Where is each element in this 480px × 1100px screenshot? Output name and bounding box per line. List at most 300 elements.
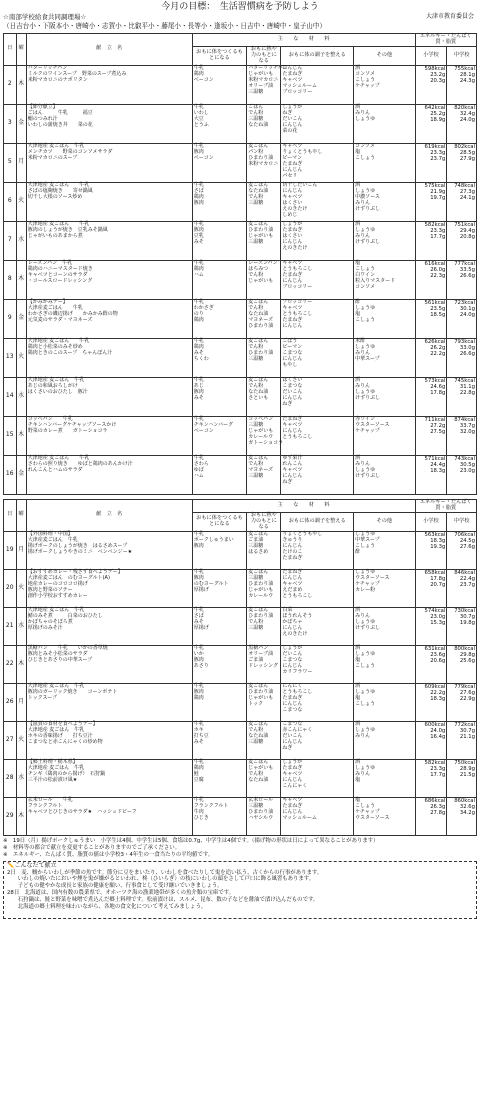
- red-ingredients-cell: [192, 299, 247, 338]
- ingredient: きゅうり: [282, 536, 303, 543]
- ingredient: こしょう: [355, 802, 376, 809]
- ingredient: 厚揚げ: [193, 624, 209, 631]
- red-ingredients-cell: [192, 65, 247, 104]
- weekday-cell: 水: [16, 377, 26, 416]
- ingredient: たまねぎ: [282, 568, 303, 575]
- ingredient: じゃがいも: [248, 764, 274, 771]
- menu-cell: [26, 299, 192, 338]
- ingredient: 三温糖: [248, 624, 264, 631]
- menu-cell: [26, 569, 192, 607]
- ingredient: しょうゆ: [355, 530, 376, 537]
- ingredient: ひまわり油: [248, 322, 274, 329]
- yellow-ingredients-cell: [247, 64, 288, 104]
- header-elementary: 小学校: [415, 46, 447, 65]
- ingredient: キャベツ: [282, 193, 303, 200]
- ingredient: でん粉: [248, 726, 264, 733]
- green-ingredients-cell: [281, 683, 354, 721]
- ingredient: りょくとうもやし: [282, 148, 323, 155]
- elementary-nutrition-cell: [415, 416, 447, 455]
- red-ingredients-cell: [192, 797, 247, 835]
- ingredient: ごはん: [248, 103, 264, 110]
- weekday-cell: 火: [16, 721, 26, 759]
- nutrition-value: 24.0g: [459, 312, 475, 319]
- yellow-ingredients-cell: [247, 531, 281, 569]
- green-ingredients-cell: [281, 182, 354, 221]
- junior-nutrition-cell: [447, 143, 477, 182]
- ingredient: 大豆: [193, 115, 204, 122]
- ingredient: 酒: [355, 181, 361, 188]
- yellow-ingredients-cell: [247, 104, 281, 143]
- ingredient: カレールウ: [248, 592, 274, 599]
- menu-item: じゃがいものあまから煮: [27, 232, 83, 239]
- weekday-cell: 火: [16, 569, 26, 607]
- header-nutrition: エネルギー・たんぱく質・脂質: [415, 499, 476, 512]
- ingredient: 鶏肉: [193, 694, 204, 701]
- ingredient: ホキ: [193, 726, 204, 733]
- ingredient: 麦ごはん: [248, 720, 269, 727]
- elementary-nutrition-cell: [415, 797, 447, 835]
- ingredient: 酒: [355, 103, 361, 110]
- menu-rows-part2: [4, 531, 477, 835]
- ingredient: にんじん: [282, 394, 303, 401]
- junior-nutrition-cell: [447, 645, 477, 683]
- nutrition-value: 24.0g: [430, 727, 446, 734]
- nutrition-value: 26.6g: [459, 351, 475, 358]
- ingredient: にんじん: [282, 166, 303, 173]
- ingredient: 中華スープ: [355, 355, 380, 362]
- nutrition-value: 25.2g: [430, 111, 446, 118]
- nutrition-value: 23.3g: [430, 150, 446, 157]
- ingredient: 豚肉: [193, 656, 204, 663]
- nutrition-value: 723kcal: [454, 299, 475, 306]
- ingredient: みりん: [355, 199, 371, 206]
- ingredient: とうもろこし: [282, 310, 313, 317]
- nutrition-value: 793kcal: [454, 338, 475, 345]
- ingredient: 鶏肉: [193, 193, 204, 200]
- ingredient: 豚肉: [193, 688, 204, 695]
- ingredient: 打ち豆: [193, 732, 209, 739]
- menu-item: 黒糖パン 牛乳 いかの香草焼: [27, 644, 108, 651]
- ingredient: 酒: [355, 220, 361, 227]
- ingredient: ハム: [193, 472, 204, 479]
- ingredient: キャベツ: [282, 259, 303, 266]
- date-cell: 28: [4, 759, 17, 797]
- nutrition-value: 619kcal: [424, 143, 446, 150]
- green-ingredients-cell: [281, 721, 354, 759]
- elementary-nutrition-cell: [415, 338, 447, 377]
- ingredient: ごま油: [248, 536, 264, 543]
- weekday-cell: 木: [16, 416, 26, 455]
- nutrition-value: 28.1g: [459, 72, 475, 79]
- ingredient: ちくわ: [193, 355, 209, 362]
- ingredient: こまつな: [282, 720, 303, 727]
- ingredient: キャベツ: [282, 796, 303, 803]
- date-cell: 7: [4, 221, 17, 260]
- nutrition-value: 19.7g: [430, 195, 446, 202]
- ingredient: でん粉: [248, 770, 264, 777]
- menu-item: わかさぎの磯辺揚げ かみかみ酢の物: [27, 310, 118, 317]
- ingredient: 牛乳: [193, 181, 204, 188]
- ingredient: さば: [193, 612, 204, 619]
- menu-row: [4, 338, 477, 377]
- nutrition-value: 23.3g: [430, 765, 446, 772]
- menu-cell: [26, 759, 192, 797]
- nutrition-value: 23.7g: [430, 156, 446, 163]
- ingredient: にんじん: [282, 738, 303, 745]
- menu-row: [4, 260, 477, 299]
- nutrition-value: 711kcal: [424, 416, 446, 423]
- menu-item: 大津地産 麦ごはん 牛乳: [27, 606, 85, 613]
- nutrition-value: 29.8g: [459, 651, 475, 658]
- green-ingredients-cell: [281, 338, 354, 377]
- menu-item: 豚肉のガーリック焼き コーンポテト: [27, 688, 118, 695]
- menu-cell: [26, 143, 192, 182]
- yellow-ingredients-cell: [247, 260, 281, 299]
- red-ingredients-cell: [192, 455, 247, 494]
- ingredient: こまつな: [282, 656, 303, 663]
- ingredient: なたね油: [248, 310, 269, 317]
- ingredient: 三温糖: [248, 802, 264, 809]
- junior-nutrition-cell: [447, 721, 477, 759]
- menu-item: コッペパン 牛乳: [27, 415, 73, 422]
- ingredient: ブロッコリー: [282, 88, 313, 95]
- menu-item: 大津産麦ごはん 牛乳: [27, 536, 78, 543]
- elementary-nutrition-cell: [415, 683, 447, 721]
- nutrition-value: 563kcal: [424, 531, 446, 538]
- ingredient: たけのこ: [282, 548, 303, 555]
- ingredient: みそ: [193, 738, 204, 745]
- red-ingredients-cell: [192, 143, 247, 182]
- menu-item: 【おすすめカレー・残さず食べようデー】: [27, 568, 123, 575]
- ingredient: 粒入りマスタード: [355, 277, 396, 284]
- ingredient: 豚肉: [193, 574, 204, 581]
- ingredient: 麦ごはん: [248, 606, 269, 613]
- menu-item: 玄米ロール 牛乳: [27, 796, 73, 803]
- junior-nutrition-cell: [447, 416, 477, 455]
- ingredient: 白ワイン: [355, 271, 375, 278]
- menu-row: [4, 182, 477, 221]
- ingredient: れんこん: [282, 460, 303, 467]
- menu-row: [4, 221, 477, 260]
- ingredient: でん粉: [248, 618, 264, 625]
- menu-item: 【滋賀の食材を食べようデー】: [27, 720, 98, 727]
- menu-item: 大津地産 麦ごはん 牛乳: [27, 337, 90, 344]
- yellow-ingredients-cell: [247, 455, 281, 494]
- elementary-nutrition-cell: [415, 104, 447, 143]
- ingredient: みりん: [355, 109, 371, 116]
- ingredient: 三温糖: [248, 355, 264, 362]
- menu-item: 鰯のつみれ汁: [27, 115, 58, 122]
- ingredient: 白菜: [282, 606, 293, 613]
- elementary-nutrition-cell: [415, 260, 447, 299]
- ingredient: えのきたけ: [282, 205, 308, 212]
- red-ingredients-cell: [192, 569, 247, 607]
- ingredient: しょうゆ: [355, 388, 376, 395]
- nutrition-value: 30.7g: [459, 613, 475, 620]
- other-ingredients-cell: [354, 455, 415, 494]
- menu-item: 鯖のみそ煮 白菜のおひたし: [27, 612, 103, 619]
- ingredient: しょうゆ: [355, 618, 376, 625]
- nutrition-value: 22.4g: [459, 575, 475, 582]
- nutrition-value: 745kcal: [454, 377, 475, 384]
- elementary-nutrition-cell: [415, 221, 447, 260]
- ingredient: ひまわり油: [248, 349, 274, 356]
- weekday-cell: 月: [16, 683, 26, 721]
- junior-nutrition-cell: [447, 455, 477, 494]
- nutrition-value: 23.0g: [430, 613, 446, 620]
- menu-item: れんこんとハムのサラダ: [27, 466, 83, 473]
- ingredient: 塩: [355, 259, 361, 266]
- ingredient: えのきたけ: [282, 244, 308, 251]
- ingredient: 菜の花: [282, 127, 298, 134]
- nutrition-value: 561kcal: [424, 299, 446, 306]
- menu-row: [4, 797, 477, 835]
- red-ingredients-cell: [192, 759, 247, 797]
- ingredient: じゃがいも: [248, 586, 274, 593]
- menu-item: 米粉マカロニのスープ: [27, 154, 78, 161]
- ingredient: ポークしゅうまい: [193, 536, 234, 543]
- ingredient: キャベツ: [282, 770, 303, 777]
- ingredient: 牛肉: [193, 808, 204, 815]
- nutrition-value: 19.8g: [459, 620, 475, 627]
- menu-item: 鶏肉のハニーマスタード焼き: [27, 265, 93, 272]
- ingredient: 豆乳: [193, 232, 204, 239]
- weekday-cell: 火: [16, 182, 26, 221]
- menu-item: チキンハンバーグケチャップソースかけ: [27, 421, 117, 428]
- weekday-cell: 木: [16, 65, 26, 104]
- ingredient: にんじん: [282, 542, 303, 549]
- ingredient: ハヤシルウ: [248, 814, 274, 821]
- nutrition-value: 22.2g: [430, 689, 446, 696]
- nutrition-value: 748kcal: [454, 182, 475, 189]
- red-ingredients-cell: [192, 416, 247, 455]
- elementary-nutrition-cell: [415, 569, 447, 607]
- ingredient: しょうゆ: [355, 466, 376, 473]
- menu-item: 大津地産 麦ごはん 牛乳: [27, 181, 90, 188]
- ingredient: ベーコン: [193, 427, 214, 434]
- ingredient: とうもろこし: [282, 433, 313, 440]
- ingredient: けずりぶし: [355, 624, 381, 631]
- nutrition-value: 631kcal: [424, 645, 446, 652]
- ingredient: りょくとうもやし: [282, 530, 323, 537]
- menu-item: 大津地産 麦ごはん 牛乳: [27, 454, 90, 461]
- nutrition-value: 582kcal: [424, 221, 446, 228]
- ingredient: みそ: [193, 618, 204, 625]
- ingredient: ほうれんそう: [282, 612, 313, 619]
- weekday-cell: 月: [16, 531, 26, 569]
- ingredient: 牛乳: [193, 103, 204, 110]
- date-cell: 29: [4, 797, 17, 835]
- ingredient: ごぼう: [282, 337, 298, 344]
- ingredient: ピーマン: [282, 154, 303, 161]
- other-ingredients-cell: [354, 65, 415, 104]
- ingredient: 豚肉: [193, 388, 204, 395]
- ingredient: ねぎ: [282, 109, 293, 116]
- ingredient: こまつな: [282, 706, 303, 713]
- green-ingredients-cell: [281, 531, 354, 569]
- nutrition-value: 820kcal: [454, 104, 475, 111]
- nutrition-value: 27.9g: [459, 156, 475, 163]
- red-ingredients-cell: [192, 260, 247, 299]
- ingredient: パセリ: [282, 172, 298, 179]
- ingredient: にんじん: [282, 662, 303, 669]
- header-green: おもに体の調子を整える: [281, 512, 354, 531]
- menu-row: [4, 104, 477, 143]
- ingredient: マッシュルーム: [282, 82, 318, 89]
- ingredient: しめじ: [282, 211, 298, 218]
- nutrition-value: 23.5g: [430, 306, 446, 313]
- ingredient: ひまわり油: [248, 612, 274, 619]
- menu-item: 厚揚げのみそ汁: [27, 624, 63, 631]
- ingredient: ひまわり油: [248, 808, 274, 815]
- note-3: ※ エネルギー、たんぱく質、脂質の値は小学校3・4年生の一食当たりの平均値です。: [3, 851, 214, 858]
- ingredient: ブロッコリー: [282, 298, 313, 305]
- yellow-ingredients-cell: [247, 797, 281, 835]
- ingredient: にんじん: [282, 808, 303, 815]
- menu-item: 揚げポークのしょうが焼き はるさめスープ: [27, 542, 128, 549]
- nutrition-value: 20.3g: [430, 78, 446, 85]
- menu-row: [4, 65, 477, 104]
- menu-item: 米粉マカロニのナポリタン: [27, 76, 88, 83]
- ingredient: 牛乳: [193, 298, 204, 305]
- green-ingredients-cell: [281, 104, 354, 143]
- other-ingredients-cell: [354, 260, 415, 299]
- ingredient: ひまわり油: [248, 688, 274, 695]
- menu-item: トックスープ: [27, 694, 58, 701]
- ingredient: みりん: [355, 232, 371, 239]
- ingredient: でん粉: [248, 271, 264, 278]
- nutrition-value: 32.6g: [459, 803, 475, 810]
- nutrition-value: 24.0g: [459, 117, 475, 124]
- column-line: 石狩鍋は、鮭と野菜を味噌で煮込んだ郷土料理です。松前漬けは、スルメ、昆布、数の子などを醤油で漬け込んだものです。: [7, 896, 319, 903]
- nutrition-value: 18.3g: [430, 537, 446, 544]
- nutrition-value: 23.2g: [430, 72, 446, 79]
- menu-cell: [26, 455, 192, 494]
- nutrition-value: 27.5g: [430, 429, 446, 436]
- ingredient: わかさぎ: [193, 304, 214, 311]
- header-weekday: 曜: [16, 499, 26, 531]
- ingredient: 牛乳: [193, 720, 204, 727]
- ingredient: こしょう: [355, 76, 376, 83]
- green-ingredients-cell: [281, 759, 354, 797]
- ingredient: ケチャップ: [355, 82, 380, 89]
- column-line: 子どもの健やかな成長と家族の健康を願い、行事食として受け継いでいきましょう。: [7, 883, 223, 890]
- nutrition-value: 779kcal: [454, 683, 475, 690]
- ingredient: 三温糖: [248, 199, 264, 206]
- ingredient: 三温糖: [248, 88, 264, 95]
- nutrition-value: 17.7g: [430, 772, 446, 779]
- nutrition-value: 575kcal: [424, 182, 446, 189]
- ingredient: しょうゆ: [355, 726, 376, 733]
- ingredient: 牛乳: [193, 64, 204, 71]
- ingredient: 麦ごはん: [248, 682, 269, 689]
- junior-nutrition-cell: [447, 65, 477, 104]
- nutrition-value: 22.3g: [430, 273, 446, 280]
- ingredient: たまねぎ: [282, 554, 303, 561]
- ingredient: オリーブ油: [248, 650, 274, 657]
- yellow-ingredients-cell: [247, 645, 281, 683]
- ingredient: 酢: [355, 548, 361, 555]
- column-box: [3, 861, 477, 919]
- header-yellow: おもに熱や力のもとになる: [247, 512, 281, 531]
- nutrition-value: 22.2g: [430, 351, 446, 358]
- ingredient: 鶏肉: [193, 265, 204, 272]
- menu-item: 【かみかみデー】: [27, 298, 68, 305]
- other-ingredients-cell: [354, 607, 415, 645]
- nutrition-value: 27.8g: [430, 810, 446, 817]
- ingredient: ひまわり油: [248, 226, 274, 233]
- ingredient: たまねぎ: [282, 764, 303, 771]
- ingredient: レーズンパン: [248, 259, 278, 266]
- ingredient: 牛乳: [193, 259, 204, 266]
- menu-item: はくさいのおひたし 豚汁: [27, 388, 88, 395]
- ingredient: えだまめ: [282, 586, 303, 593]
- weekday-cell: 月: [16, 143, 26, 182]
- menu-item: 【郷土料理・栃木県】: [27, 758, 78, 765]
- menu-item: ホキの香味揚げ 打ち豆汁: [27, 732, 93, 739]
- green-ingredients-cell: [281, 143, 354, 182]
- other-ingredients-cell: [354, 645, 415, 683]
- green-ingredients-cell: [281, 221, 354, 260]
- nutrition-value: 32.4g: [459, 111, 475, 118]
- ingredient: ガトーショコラ: [248, 439, 284, 446]
- ingredient: はくさい: [282, 199, 303, 206]
- menu-cell: [26, 221, 192, 260]
- ingredient: キャベツ: [282, 466, 303, 473]
- yellow-ingredients-cell: [247, 143, 281, 182]
- ingredient: しょうゆ: [355, 343, 376, 350]
- date-cell: 2: [4, 65, 17, 104]
- nutrition-value: 626kcal: [424, 338, 446, 345]
- ingredient: 牛乳: [193, 606, 204, 613]
- column-title: ✏️こんなだて献立: [7, 861, 57, 869]
- ingredient: 酢: [355, 298, 361, 305]
- other-ingredients-cell: [354, 104, 415, 143]
- ingredient: コンソメ: [355, 142, 376, 149]
- junior-nutrition-cell: [447, 531, 477, 569]
- column-line: 北海道の郷土料理を味わいながら、各地の食文化について考えてみましょう。: [7, 903, 207, 910]
- weekday-cell: 金: [16, 299, 26, 338]
- ingredient: じゃがいも: [248, 277, 274, 284]
- ingredient: しょうゆ: [355, 688, 376, 695]
- ingredient: みりん: [355, 612, 371, 619]
- nutrition-value: 18.9g: [430, 117, 446, 124]
- green-ingredients-cell: [281, 607, 354, 645]
- nutrition-value: 21.5g: [459, 772, 475, 779]
- menu-item: 【外国料理・中国】: [27, 530, 73, 537]
- ingredient: 麦ごはん: [248, 758, 269, 765]
- nutrition-value: 600kcal: [424, 721, 446, 728]
- nutrition-value: 21.9g: [430, 189, 446, 196]
- ingredient: 牛乳: [193, 758, 204, 765]
- yellow-ingredients-cell: [247, 221, 281, 260]
- ingredient: 玄米ロール: [248, 796, 274, 803]
- ingredient: キャベツ: [282, 304, 303, 311]
- weekday-cell: 木: [16, 645, 26, 683]
- ingredient: にんじん: [282, 472, 303, 479]
- ingredient: ドレッシング: [248, 662, 278, 669]
- yellow-ingredients-cell: [247, 683, 281, 721]
- menu-item: 鶏肉ときのこのスープ ちゃんぽん汁: [27, 349, 113, 356]
- ingredient: にんじん: [282, 427, 303, 434]
- ingredient: ごま油: [248, 656, 264, 663]
- menu-row: [4, 759, 477, 797]
- nutrition-value: 28.9g: [459, 765, 475, 772]
- ingredient: こしょう: [355, 316, 376, 323]
- ingredient: にんじん: [282, 277, 303, 284]
- header-green: おもに体の調子を整える: [281, 46, 354, 65]
- ingredient: けずりぶし: [355, 238, 381, 245]
